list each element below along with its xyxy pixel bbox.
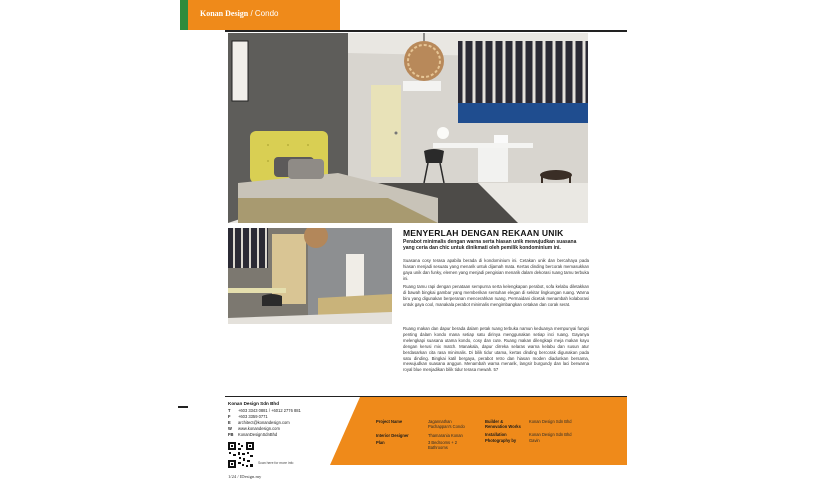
contact-value: +603 3359 0771	[238, 414, 268, 419]
contact-phone	[228, 408, 301, 413]
contact-label: FB	[228, 432, 234, 437]
bedroom-photo	[228, 33, 588, 223]
bedroom-illustration	[228, 33, 588, 223]
article-lead: Perabot minimalis dengan warna serta hiasan unik mewujudkan suasana yang ceria dan chic untuk dinikmati oleh pemilik kondominium ini.	[403, 239, 577, 252]
credit-interior-designer-value: Thamarania Konan	[428, 433, 463, 438]
credit-photography-value: Gavin	[529, 438, 540, 443]
contact-email	[228, 420, 290, 425]
footer-margin-mark	[178, 406, 188, 408]
article-paragraph-text: Ruang makan dan dapur berada dalam petak ruang terbuka namun keduanya mempunyai fungsi penting dalam kondo mana setiap satu dirinya menggunakan setiap inci ruang. Gayanya melengkapi suasana utama kondo, cosy dan cute. Ruang makan dilengkapi meja makan kayu dengan kerusi mix match. Manakala, dapur dirreka selaras warna kelabu dan susun atur berdasarkan cita rasa minimalis. Di bilik tidur utama, kertas dinding bercorak digunakan pada satu dinding. Bingkai katil bergaya, perabot retro dan hiasan moden diadunkan bersama, mewujudkan suasana anggun. Menambah warna menarik, langsir burgundy dan laci berwarna royal blue menjadikan bilik tidur terasa mewah.	[403, 326, 589, 373]
header-breadcrumb	[200, 9, 278, 18]
header-separator: /	[248, 9, 255, 18]
article-title: MENYERLAH DENGAN REKAAN UNIK	[403, 228, 564, 238]
credit-interior-designer-label: Interior Designer	[376, 433, 409, 438]
contact-value: www.konandesign.com	[238, 426, 280, 431]
credit-plan-value: 3 Bedrooms + 2 Bathrooms	[428, 440, 458, 450]
credit-photography-label: Photography by	[485, 438, 517, 443]
qr-code-icon	[228, 442, 254, 468]
footer-rule	[225, 396, 627, 397]
credit-installation-value: Konan Design Sdn Bhd	[529, 432, 572, 437]
header-section: Condo	[254, 9, 279, 18]
contact-value: KonanDesignSdnBhd	[238, 432, 278, 437]
contact-facebook	[228, 432, 277, 437]
article-page-ref: 57	[493, 367, 499, 373]
contact-value: architect@konandesign.com	[238, 420, 290, 425]
header-brand: Konan Design	[200, 9, 249, 18]
article-paragraph	[403, 326, 589, 373]
qr-caption: Scan here for more info	[258, 461, 294, 465]
magazine-name: IDesign.my	[239, 474, 262, 479]
contact-label: T	[228, 408, 231, 413]
credit-installation-label: Installation	[485, 432, 507, 437]
study-area-illustration	[228, 228, 392, 324]
credit-project-name-value: Jagannathan Pachappan's Condo	[428, 419, 465, 429]
article-paragraph: Suasana cosy terasa apabila berada di kondominium ini. Cetakan unik dan bercahaya pada hiasan menjadi sesuatu yang menarik untuk dijamah mata. Kertas dinding bercorak memasukkan gaya unik dan funky, elemen yang menjadi pengisian menarik dalam dekorasi ruang tamu terbuka ini.	[403, 258, 589, 281]
header-rule	[225, 30, 627, 32]
contact-label: W	[228, 426, 232, 431]
contact-website	[228, 426, 280, 431]
page-footer-separator: /	[236, 474, 240, 479]
contact-label: E	[228, 420, 231, 425]
contact-company: Konan Design Sdn Bhd	[228, 401, 280, 406]
contact-value: +603 3343 0881 / +6012 2776 881	[238, 408, 301, 413]
credit-builder-value: Konan Design Sdn Bhd	[529, 419, 572, 424]
header-green-tab	[180, 0, 188, 30]
credit-builder-label: Builder & Renovation Works	[485, 419, 521, 429]
header-band-corner	[310, 0, 340, 30]
qr-code	[228, 442, 254, 468]
contact-label: F	[228, 414, 231, 419]
credit-plan-label: Plan	[376, 440, 385, 445]
page-footer	[228, 474, 261, 479]
page-number: 1/24	[228, 474, 237, 479]
article-paragraph: Ruang tamu rapi dengan penataan sempurna serta kelengkapan perabot, sofa kelabu diletakkan di bawah bingkai gambar yang memberikan sentuhan elegan di sekitar lingkungan ruang. Warna biru yang digunakan berperanan mencerahkan ruang. Permaidani dicetak menambah kolaborasi untuk gaya cool, manakala perabot minimalis mengimbangkan cetakan dan corak serat.	[403, 284, 589, 307]
credits-panel	[330, 397, 627, 465]
study-area-photo	[228, 228, 392, 324]
credit-project-name-label: Project Name	[376, 419, 403, 424]
contact-fax	[228, 414, 268, 419]
